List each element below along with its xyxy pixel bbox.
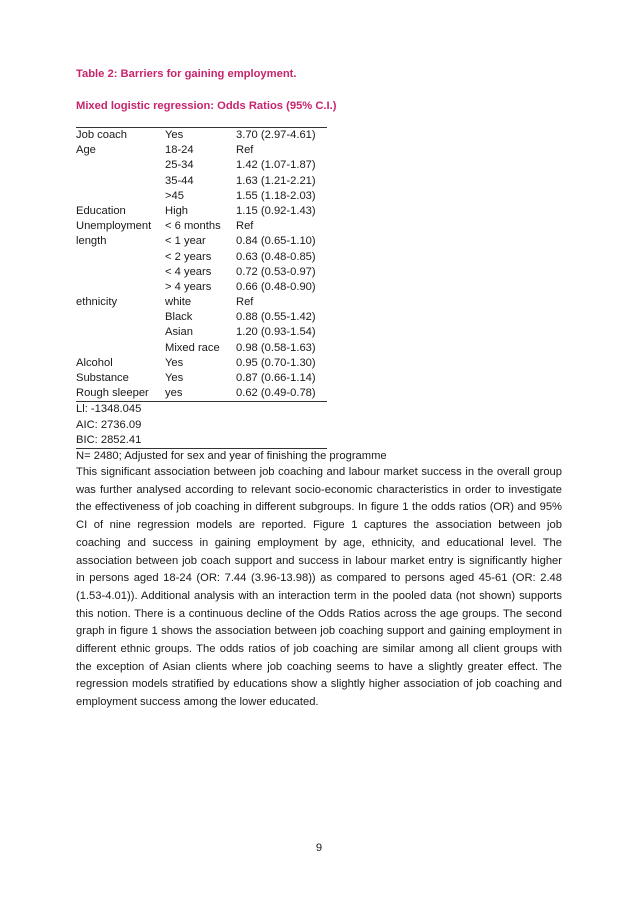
table-row: [76, 265, 327, 280]
body-paragraph: This significant association between job coaching and labour market success in the overall group was further analysed according to relevant socio-economic characteristics in order to investigate the effectiveness of job coaching in different subgroups. In figure 1 the odds ratios (OR) and 95% CI of nine regression models are reported. Figure 1 captures the association between job coaching and success in gaining employment by age, ethnicity, and educational level. The association between job coach support and success in labour market entry is significantly higher in persons aged 18-24 (OR: 7.44 (3.96-13.98)) as compared to persons aged 45-61 (OR: 2.48 (1.53-4.01)). Additional analysis with an interaction term in the pooled data (not shown) supports this notion. There is a continuous decline of the Odds Ratios across the age groups. The second graph in figure 1 shows the association between job coaching support and gaining employment in different ethnic groups. The odds ratios of job coaching are similar among all client groups with the exception of Asian clients where job coaching seems to have a slightly greater effect. The regression models stratified by educations show a slightly higher association of job coaching and employment success among the lower educated.: [76, 466, 562, 709]
category-cell: 35-44: [165, 174, 194, 187]
odds-ratio-cell: 0.98 (0.58-1.63): [236, 341, 316, 354]
odds-ratio-cell: 1.55 (1.18-2.03): [236, 189, 316, 202]
odds-ratio-cell: 0.62 (0.49-0.78): [236, 387, 316, 400]
table-row: [76, 295, 327, 310]
table-row: [76, 189, 327, 204]
category-cell: Asian: [165, 326, 193, 339]
table-row: [76, 356, 327, 371]
variable-cell: Job coach: [76, 129, 127, 141]
table-row: [76, 250, 327, 265]
category-cell: >45: [165, 189, 184, 202]
category-cell: Yes: [165, 356, 184, 369]
category-cell: < 6 months: [165, 220, 221, 233]
category-cell: Black: [165, 311, 193, 324]
odds-ratio-cell: Ref: [236, 220, 254, 233]
odds-ratio-cell: 0.87 (0.66-1.14): [236, 372, 316, 384]
variable-cell: [76, 341, 165, 356]
odds-ratio-cell: 1.42 (1.07-1.87): [236, 159, 316, 172]
table-title: Table 2: Barriers for gaining employment.: [76, 68, 297, 80]
category-cell: > 4 years: [165, 280, 212, 293]
table-row: [76, 174, 327, 189]
variable-cell: Alcohol: [76, 356, 113, 369]
odds-ratio-table: [76, 127, 387, 464]
stat-bic: BIC: 2852.41: [76, 433, 142, 446]
variable-cell: [76, 189, 165, 204]
category-cell: Yes: [165, 372, 184, 384]
table-row: [76, 325, 327, 340]
table-row: [76, 204, 327, 219]
table-row: [76, 371, 327, 386]
table-note: N= 2480; Adjusted for sex and year of finishing the programme: [76, 449, 387, 462]
category-cell: yes: [165, 387, 183, 400]
category-cell: Mixed race: [165, 341, 220, 354]
odds-ratio-cell: 0.88 (0.55-1.42): [236, 311, 316, 324]
table-row: [76, 158, 327, 173]
variable-cell: length: [76, 235, 107, 248]
odds-ratio-cell: 1.63 (1.21-2.21): [236, 174, 316, 187]
category-cell: < 2 years: [165, 250, 212, 263]
odds-ratio-cell: 0.84 (0.65-1.10): [236, 235, 316, 248]
odds-ratio-cell: 0.72 (0.53-0.97): [236, 265, 316, 278]
odds-ratio-cell: 0.66 (0.48-0.90): [236, 280, 316, 293]
variable-cell: [76, 265, 165, 280]
variable-cell: Age: [76, 144, 96, 157]
category-cell: Yes: [165, 129, 184, 141]
table-body: [76, 128, 327, 401]
table-row: [76, 280, 327, 295]
variable-cell: Substance: [76, 372, 129, 384]
odds-ratio-cell: Ref: [236, 296, 254, 309]
variable-cell: [76, 280, 165, 295]
variable-cell: Unemployment: [76, 220, 152, 233]
variable-cell: [76, 250, 165, 265]
stat-ll: Ll: -1348.045: [76, 403, 142, 416]
category-cell: white: [165, 296, 192, 309]
stat-row: [76, 418, 327, 433]
odds-ratio-cell: 0.95 (0.70-1.30): [236, 356, 316, 369]
table-row: [76, 341, 327, 356]
odds-ratio-cell: 1.15 (0.92-1.43): [236, 204, 316, 217]
stat-aic: AIC: 2736.09: [76, 418, 142, 431]
odds-ratio-cell: Ref: [236, 144, 254, 157]
table-row: [76, 143, 327, 158]
stat-row: [76, 433, 327, 448]
variable-cell: ethnicity: [76, 296, 118, 309]
table-row: [76, 234, 327, 249]
odds-ratio-cell: 1.20 (0.93-1.54): [236, 326, 316, 339]
category-cell: 18-24: [165, 144, 194, 157]
odds-ratio-cell: 3.70 (2.97-4.61): [236, 129, 316, 141]
page-number: 9: [315, 842, 323, 854]
table-row: [76, 386, 327, 401]
category-cell: < 4 years: [165, 265, 212, 278]
category-cell: High: [165, 204, 189, 217]
table-row: [76, 219, 327, 234]
variable-cell: [76, 158, 165, 173]
variable-cell: [76, 310, 165, 325]
variable-cell: [76, 174, 165, 189]
table-subtitle: Mixed logistic regression: Odds Ratios (95% C.I.): [76, 100, 337, 112]
variable-cell: Education: [76, 204, 126, 217]
stat-row: [76, 402, 327, 417]
odds-ratio-cell: 0.63 (0.48-0.85): [236, 250, 316, 263]
category-cell: 25-34: [165, 159, 194, 172]
table-row: [76, 310, 327, 325]
variable-cell: Rough sleeper: [76, 387, 149, 400]
table-row: [76, 128, 327, 143]
category-cell: < 1 year: [165, 235, 206, 248]
variable-cell: [76, 325, 165, 340]
